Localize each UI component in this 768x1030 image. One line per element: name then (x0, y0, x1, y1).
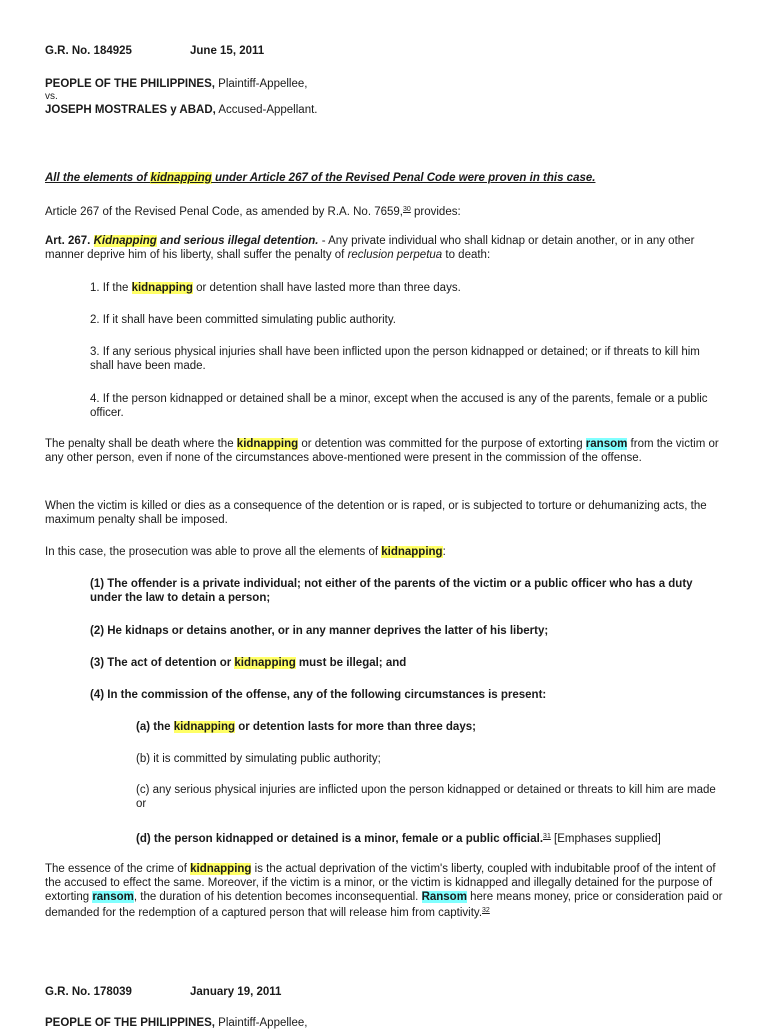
highlight-keyword: kidnapping (150, 172, 212, 184)
highlight-keyword: kidnapping (236, 438, 299, 450)
circumstance-item: (d) the person kidnapped or detained is a minor, female or a public official.$^{31}$ [Emphases supplied] (136, 833, 661, 845)
intro-paragraph: Article 267 of the Revised Penal Code, as amended by R.A. No. 7659,30 provides: (45, 206, 461, 218)
case-header-2 (45, 985, 728, 999)
plaintiff-role: Plaintiff-Appellee, (214, 78, 308, 90)
circumstance-item: (b) it is committed by simulating public authority; (136, 753, 381, 765)
article-267-paragraph: Art. 267. Kidnapping and serious illegal detention. - Any private individual who shall kidnap or detain another, or in any other manner deprive him of his liberty, shall suffer the penalty of reclusion perpetua to death: (45, 235, 695, 261)
list-item: 2. If it shall have been committed simulating public authority. (90, 314, 396, 326)
case-date: January 19, 2011 (190, 986, 282, 998)
plaintiff-name: PEOPLE OF THE PHILIPPINES, (45, 1017, 215, 1029)
section-heading: All the elements of kidnapping under Article 267 of the Revised Penal Code were proven in this case. (45, 172, 596, 184)
highlight-keyword: ransom (92, 891, 134, 903)
accused-role: Accused-Appellant. (215, 104, 318, 116)
highlight-keyword: kidnapping (131, 282, 193, 294)
highlight-keyword: Kidnapping (93, 235, 157, 247)
highlight-keyword: kidnapping (190, 863, 252, 875)
essence-paragraph: The essence of the crime of kidnapping is the actual deprivation of the victim's liberty, coupled with indubitable proof of the intent of the accused to effect the same. Moreover, if the victim is a minor, or the victim is kidnapped and illegally detained for the purpose of extorting ransom, the duration of his detention becomes inconsequential. Ransom here means money, price or consideration paid or demanded for the redemption of a captured person that will release him from captivity.$^{32}$ (45, 863, 723, 919)
circumstance-item: (c) any serious physical injuries are inflicted upon the person kidnapped or detained or threats to kill him are made or (136, 784, 716, 810)
case-date: June 15, 2011 (190, 45, 265, 57)
footnote-link[interactable]: 31 (543, 833, 551, 840)
penalty-paragraph: The penalty shall be death where the kidnapping or detention was committed for the purpose of extorting ransom from the victim or any other person, even if none of the circumstances above-mentioned were present in the commission of the offense. (45, 438, 719, 464)
circumstance-item: (a) the kidnapping or detention lasts for more than three days; (136, 721, 476, 733)
case-header-1 (45, 44, 728, 58)
case-number: G.R. No. 184925 (45, 45, 132, 57)
element-item: (4) In the commission of the offense, any of the following circumstances is present: (90, 689, 547, 701)
highlight-keyword: kidnapping (173, 721, 236, 733)
versus: vs. (45, 91, 58, 102)
highlight-keyword: ransom (585, 438, 628, 450)
highlight-keyword: kidnapping (381, 546, 443, 558)
element-item: (1) The offender is a private individual; not either of the parents of the victim or a public officer who has a duty under the law to detain a person; (90, 578, 693, 604)
element-item: (2) He kidnaps or detains another, or in any manner deprives the latter of his liberty; (90, 625, 549, 637)
plaintiff-role: Plaintiff-Appellee, (214, 1017, 308, 1029)
victim-paragraph: When the victim is killed or dies as a consequence of the detention or is raped, or is subjected to torture or dehumanizing acts, the maximum penalty shall be imposed. (45, 500, 707, 526)
element-item: (3) The act of detention or kidnapping must be illegal; and (90, 657, 407, 669)
case-parties-1 (45, 77, 728, 117)
accused-name: JOSEPH MOSTRALES y ABAD, (45, 104, 216, 116)
case-parties-2 (45, 1016, 728, 1030)
plaintiff-name: PEOPLE OF THE PHILIPPINES, (45, 78, 215, 90)
prosecution-paragraph: In this case, the prosecution was able to prove all the elements of kidnapping: (45, 546, 446, 558)
footnote-link[interactable]: 32 (482, 907, 490, 914)
highlight-keyword: Ransom (421, 891, 467, 903)
highlight-keyword: kidnapping (234, 657, 296, 669)
case-number: G.R. No. 178039 (45, 986, 132, 998)
list-item: 4. If the person kidnapped or detained shall be a minor, except when the accused is any of the parents, female or a public officer. (90, 393, 708, 419)
footnote-link[interactable]: 30 (403, 206, 411, 213)
list-item: 3. If any serious physical injuries shall have been inflicted upon the person kidnapped or detained; or if threats to kill him shall have been made. (90, 346, 700, 372)
list-item: 1. If the kidnapping or detention shall have lasted more than three days. (90, 282, 461, 294)
